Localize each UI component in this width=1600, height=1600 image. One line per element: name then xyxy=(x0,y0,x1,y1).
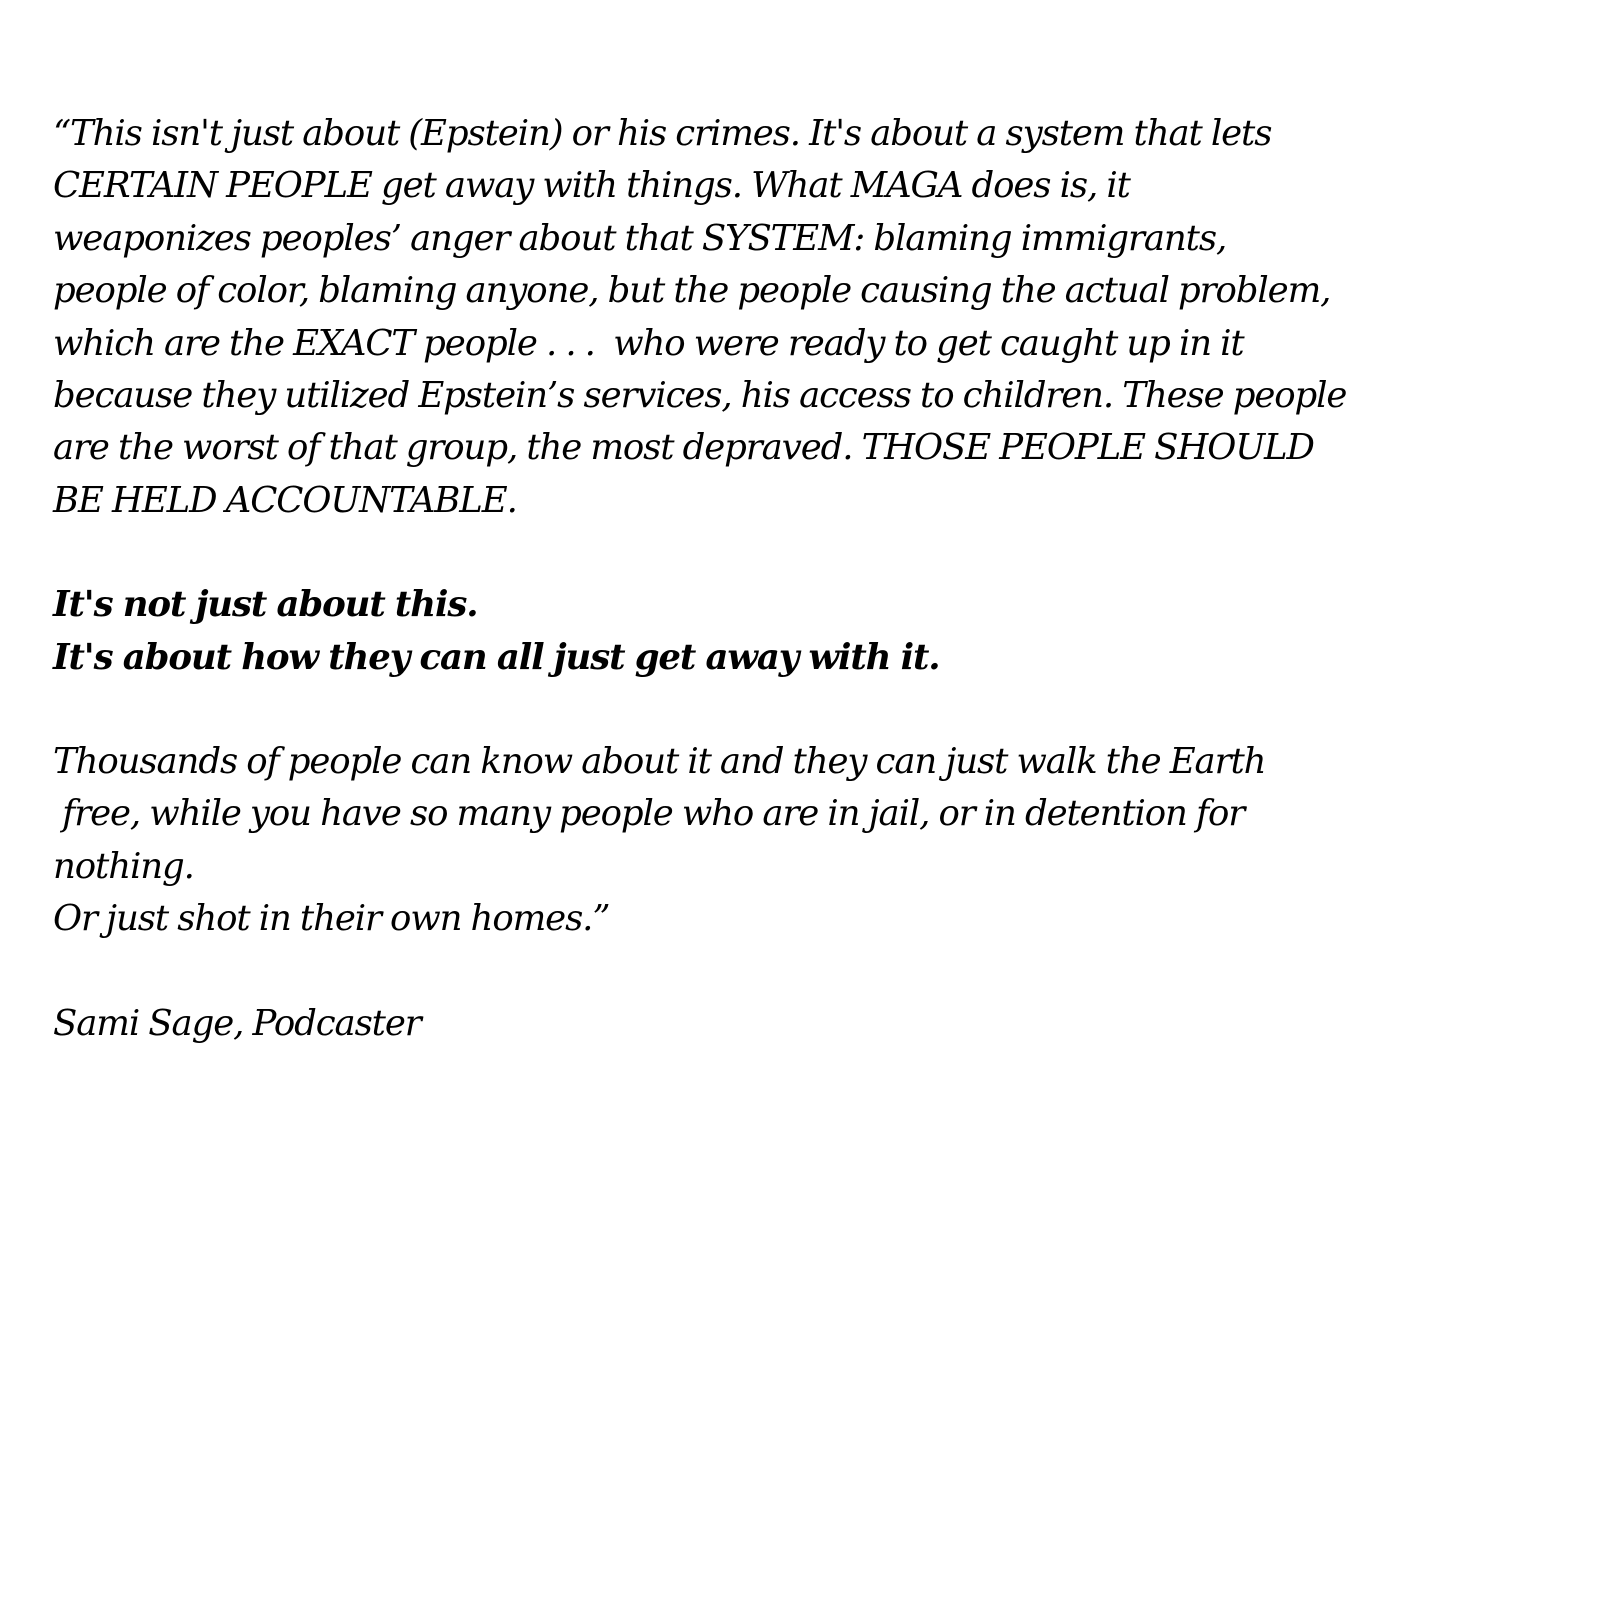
quote-line: Or just shot in their own homes.” xyxy=(53,898,610,940)
attribution xyxy=(53,998,1583,1050)
quote-line: because they utilized Epstein’s services, his access to children. These people xyxy=(53,375,1347,417)
quote-line: are the worst of that group, the most depraved. THOSE PEOPLE SHOULD xyxy=(53,427,1314,469)
quote-line: weaponizes peoples’ anger about that SYSTEM: blaming immigrants, xyxy=(53,217,1227,259)
quote-document xyxy=(53,108,1583,1050)
emphasis-line: It's not just about this. xyxy=(53,584,478,626)
quote-line: nothing. xyxy=(53,845,194,887)
quote-line: CERTAIN PEOPLE get away with things. What MAGA does is, it xyxy=(53,165,1130,207)
quote-line: BE HELD ACCOUNTABLE. xyxy=(53,479,517,521)
quote-line: free, while you have so many people who are in jail, or in detention for xyxy=(53,793,1245,835)
emphasis-block xyxy=(53,579,1583,684)
quote-line: Thousands of people can know about it and they can just walk the Earth xyxy=(53,741,1266,783)
quote-line: which are the EXACT people . . . who were ready to get caught up in it xyxy=(53,322,1244,364)
quote-line: “This isn't just about (Epstein) or his crimes. It's about a system that lets xyxy=(53,113,1272,154)
quote-paragraph-2 xyxy=(53,736,1583,946)
emphasis-line: It's about how they can all just get away with it. xyxy=(53,636,940,678)
attribution-text: Sami Sage, Podcaster xyxy=(53,1002,421,1044)
quote-paragraph-1 xyxy=(53,108,1583,527)
quote-line: people of color, blaming anyone, but the people causing the actual problem, xyxy=(53,270,1331,312)
